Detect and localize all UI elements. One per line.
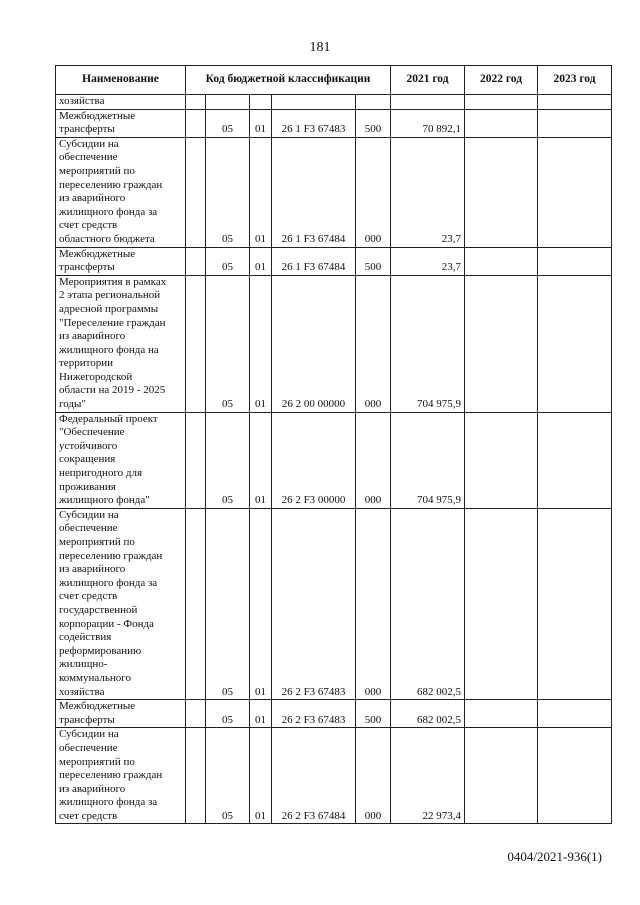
cell-spacer — [186, 412, 206, 508]
cell-target-article: 26 2 00 00000 — [272, 275, 356, 412]
cell-2021: 704 975,9 — [391, 412, 465, 508]
cell-target-article: 26 1 F3 67483 — [272, 109, 356, 137]
cell-expense-type: 000 — [356, 137, 391, 247]
row-label: Межбюджетные трансферты — [59, 109, 136, 136]
row-label: хозяйства — [59, 95, 105, 107]
cell-spacer — [186, 275, 206, 412]
cell-spacer — [186, 700, 206, 728]
cell-spacer — [186, 95, 206, 110]
table-row — [56, 137, 612, 247]
cell-section: 05 — [206, 700, 250, 728]
cell-name — [56, 508, 186, 699]
cell-target-article: 26 2 F3 67484 — [272, 728, 356, 824]
cell-expense-type: 500 — [356, 109, 391, 137]
row-label: Федеральный проект "Обеспечение устойчивого сокращения непригодного для проживания жилищного фонда" — [59, 412, 158, 507]
header-code: Код бюджетной классификации — [186, 66, 391, 95]
header-name: Наименование — [56, 66, 186, 95]
table-row — [56, 109, 612, 137]
table-row — [56, 247, 612, 275]
header-2021: 2021 год — [391, 66, 465, 95]
cell-subsection: 01 — [250, 247, 272, 275]
cell-name — [56, 137, 186, 247]
cell-subsection: 01 — [250, 508, 272, 699]
cell-2023 — [538, 95, 612, 110]
table-row — [56, 508, 612, 699]
cell-2022 — [465, 700, 538, 728]
table-row — [56, 700, 612, 728]
header-2022: 2022 год — [465, 66, 538, 95]
cell-2023 — [538, 247, 612, 275]
cell-subsection: 01 — [250, 275, 272, 412]
cell-spacer — [186, 247, 206, 275]
page-number: 181 — [309, 40, 331, 55]
cell-subsection: 01 — [250, 137, 272, 247]
cell-2022 — [465, 109, 538, 137]
cell-section — [206, 95, 250, 110]
cell-2021: 23,7 — [391, 137, 465, 247]
cell-name — [56, 275, 186, 412]
cell-name — [56, 95, 186, 110]
table-header-row — [56, 66, 612, 95]
cell-2021: 22 973,4 — [391, 728, 465, 824]
row-label: Межбюджетные трансферты — [59, 247, 136, 274]
cell-2021: 23,7 — [391, 247, 465, 275]
cell-2022 — [465, 95, 538, 110]
header-2023: 2023 год — [538, 66, 612, 95]
cell-2023 — [538, 728, 612, 824]
cell-spacer — [186, 728, 206, 824]
cell-subsection: 01 — [250, 412, 272, 508]
cell-2022 — [465, 247, 538, 275]
cell-expense-type: 500 — [356, 247, 391, 275]
row-label: Субсидии на обеспечение мероприятий по переселению граждан из аварийного жилищного фонда за счет средств государственной корпорации - Фонда содействия реформированию жилищно- коммунального хозяйства — [59, 508, 163, 698]
cell-name — [56, 728, 186, 824]
cell-expense-type — [356, 95, 391, 110]
row-label: Субсидии на обеспечение мероприятий по переселению граждан из аварийного жилищного фонда за счет средств областного бюджета — [59, 137, 163, 245]
cell-2022 — [465, 275, 538, 412]
row-label: Мероприятия в рамках 2 этапа региональной адресной программы "Переселение граждан из аварийного жилищного фонда на территории Нижегородской области на 2019 - 2025 годы" — [59, 275, 167, 411]
cell-expense-type: 000 — [356, 412, 391, 508]
cell-2023 — [538, 109, 612, 137]
cell-subsection: 01 — [250, 109, 272, 137]
cell-subsection: 01 — [250, 728, 272, 824]
cell-target-article — [272, 95, 356, 110]
cell-name — [56, 412, 186, 508]
row-label: Межбюджетные трансферты — [59, 700, 136, 726]
cell-expense-type: 000 — [356, 275, 391, 412]
cell-target-article: 26 2 F3 67483 — [272, 508, 356, 699]
table-row — [56, 95, 612, 110]
cell-expense-type: 000 — [356, 508, 391, 699]
cell-section: 05 — [206, 109, 250, 137]
cell-2023 — [538, 137, 612, 247]
cell-subsection — [250, 95, 272, 110]
cell-2021 — [391, 95, 465, 110]
table-row — [56, 412, 612, 508]
cell-2023 — [538, 508, 612, 699]
cell-expense-type: 000 — [356, 728, 391, 824]
table-row — [56, 275, 612, 412]
cell-section: 05 — [206, 728, 250, 824]
cell-section: 05 — [206, 137, 250, 247]
cell-target-article: 26 1 F3 67484 — [272, 137, 356, 247]
cell-section: 05 — [206, 508, 250, 699]
cell-target-article: 26 1 F3 67484 — [272, 247, 356, 275]
cell-2022 — [465, 508, 538, 699]
cell-expense-type: 500 — [356, 700, 391, 728]
cell-2021: 70 892,1 — [391, 109, 465, 137]
cell-section: 05 — [206, 275, 250, 412]
cell-section: 05 — [206, 412, 250, 508]
cell-spacer — [186, 137, 206, 247]
table-row — [56, 728, 612, 824]
row-label: Субсидии на обеспечение мероприятий по переселению граждан из аварийного жилищного фонда за счет средств — [59, 728, 163, 822]
cell-2022 — [465, 728, 538, 824]
cell-section: 05 — [206, 247, 250, 275]
cell-spacer — [186, 109, 206, 137]
cell-name — [56, 247, 186, 275]
cell-2021: 682 002,5 — [391, 508, 465, 699]
table-body — [56, 95, 612, 824]
cell-spacer — [186, 508, 206, 699]
cell-subsection: 01 — [250, 700, 272, 728]
cell-2022 — [465, 412, 538, 508]
cell-2023 — [538, 412, 612, 508]
cell-name — [56, 109, 186, 137]
cell-2023 — [538, 275, 612, 412]
budget-table — [55, 65, 612, 824]
cell-2022 — [465, 137, 538, 247]
cell-target-article: 26 2 F3 00000 — [272, 412, 356, 508]
cell-2021: 704 975,9 — [391, 275, 465, 412]
cell-2021: 682 002,5 — [391, 700, 465, 728]
cell-target-article: 26 2 F3 67483 — [272, 700, 356, 728]
cell-name — [56, 700, 186, 728]
document-id: 0404/2021-936(1) — [507, 849, 602, 864]
cell-2023 — [538, 700, 612, 728]
